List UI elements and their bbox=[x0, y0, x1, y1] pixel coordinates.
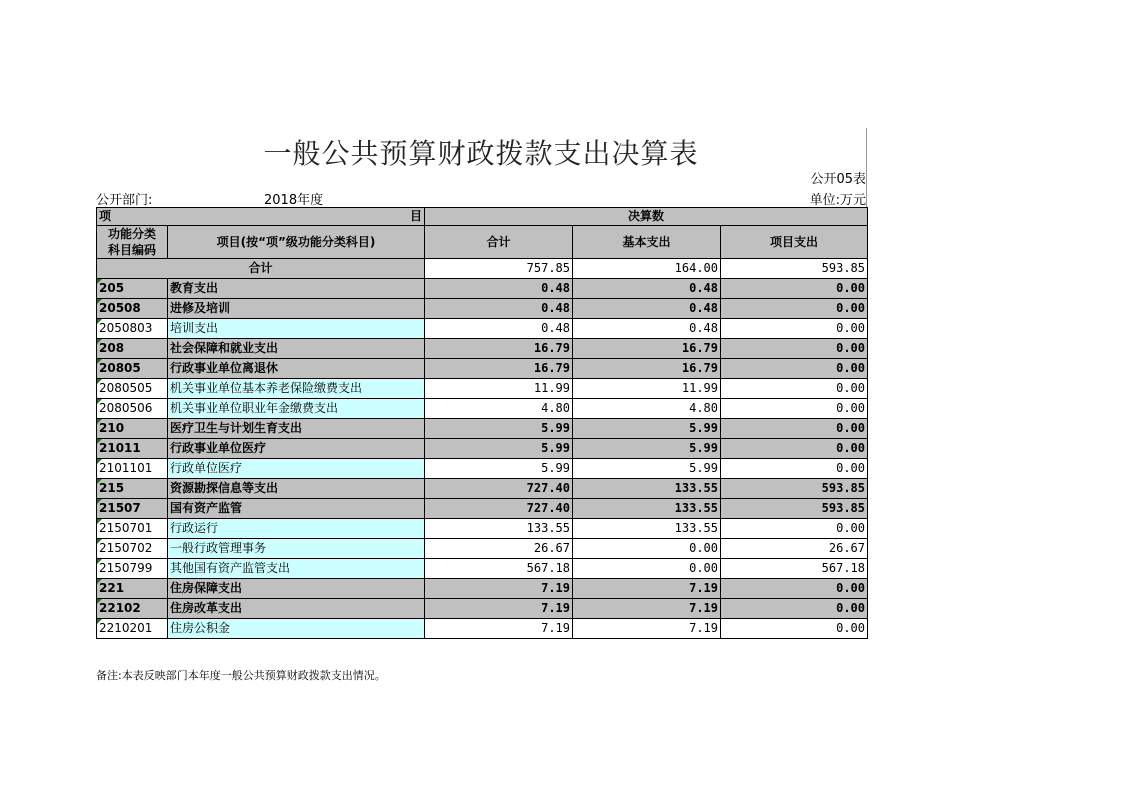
row-code: 2150701 bbox=[97, 519, 168, 539]
row-code: 21011 bbox=[97, 439, 168, 459]
row-name: 进修及培训 bbox=[168, 299, 425, 319]
row-total: 11.99 bbox=[425, 379, 573, 399]
table-row bbox=[97, 559, 868, 579]
row-total: 0.48 bbox=[425, 299, 573, 319]
row-name: 一般行政管理事务 bbox=[168, 539, 425, 559]
row-code: 210 bbox=[97, 419, 168, 439]
row-project: 0.00 bbox=[721, 419, 868, 439]
row-code: 2050803 bbox=[97, 319, 168, 339]
row-basic: 16.79 bbox=[573, 339, 721, 359]
row-code: 2080505 bbox=[97, 379, 168, 399]
row-basic: 133.55 bbox=[573, 499, 721, 519]
total-row-total: 757.85 bbox=[425, 259, 573, 279]
sheet-gridline bbox=[866, 128, 867, 208]
table-row bbox=[97, 519, 868, 539]
footnote: 备注:本表反映部门本年度一般公共预算财政拨款支出情况。 bbox=[96, 669, 386, 682]
row-basic: 0.48 bbox=[573, 279, 721, 299]
row-name: 其他国有资产监管支出 bbox=[168, 559, 425, 579]
row-total: 5.99 bbox=[425, 419, 573, 439]
row-code: 2150702 bbox=[97, 539, 168, 559]
row-project: 0.00 bbox=[721, 359, 868, 379]
table-row bbox=[97, 539, 868, 559]
row-project: 0.00 bbox=[721, 399, 868, 419]
row-total: 0.48 bbox=[425, 319, 573, 339]
row-total: 567.18 bbox=[425, 559, 573, 579]
row-total: 26.67 bbox=[425, 539, 573, 559]
table-row bbox=[97, 439, 868, 459]
row-code: 2101101 bbox=[97, 459, 168, 479]
total-row bbox=[97, 259, 868, 279]
row-name: 培训支出 bbox=[168, 319, 425, 339]
row-code: 2210201 bbox=[97, 619, 168, 639]
table-row bbox=[97, 399, 868, 419]
row-project: 0.00 bbox=[721, 599, 868, 619]
row-code: 205 bbox=[97, 279, 168, 299]
table-row bbox=[97, 479, 868, 499]
row-project: 593.85 bbox=[721, 479, 868, 499]
table-row bbox=[97, 319, 868, 339]
row-project: 567.18 bbox=[721, 559, 868, 579]
row-basic: 133.55 bbox=[573, 479, 721, 499]
row-total: 4.80 bbox=[425, 399, 573, 419]
header-row-2 bbox=[97, 226, 868, 259]
table-row bbox=[97, 299, 868, 319]
item-header-left: 项 bbox=[99, 209, 112, 223]
row-project: 0.00 bbox=[721, 279, 868, 299]
row-project: 0.00 bbox=[721, 379, 868, 399]
row-code: 208 bbox=[97, 339, 168, 359]
form-number: 公开05表 bbox=[810, 172, 866, 187]
row-basic: 5.99 bbox=[573, 439, 721, 459]
row-name: 资源勘探信息等支出 bbox=[168, 479, 425, 499]
row-name: 行政事业单位医疗 bbox=[168, 439, 425, 459]
basic-column-header: 基本支出 bbox=[573, 226, 721, 259]
row-basic: 0.48 bbox=[573, 319, 721, 339]
row-basic: 133.55 bbox=[573, 519, 721, 539]
row-code: 22102 bbox=[97, 599, 168, 619]
row-name: 住房改革支出 bbox=[168, 599, 425, 619]
row-total: 7.19 bbox=[425, 599, 573, 619]
table-row bbox=[97, 499, 868, 519]
row-name: 教育支出 bbox=[168, 279, 425, 299]
header-row-1 bbox=[97, 208, 868, 226]
row-basic: 16.79 bbox=[573, 359, 721, 379]
row-name: 机关事业单位职业年金缴费支出 bbox=[168, 399, 425, 419]
table-row bbox=[97, 579, 868, 599]
row-total: 5.99 bbox=[425, 459, 573, 479]
row-name: 医疗卫生与计划生育支出 bbox=[168, 419, 425, 439]
total-row-label: 合计 bbox=[97, 259, 425, 279]
row-project: 0.00 bbox=[721, 459, 868, 479]
unit-label: 单位:万元 bbox=[809, 193, 866, 208]
table-row bbox=[97, 599, 868, 619]
row-basic: 7.19 bbox=[573, 599, 721, 619]
row-basic: 7.19 bbox=[573, 579, 721, 599]
row-code: 2080506 bbox=[97, 399, 168, 419]
row-total: 7.19 bbox=[425, 619, 573, 639]
row-code: 20508 bbox=[97, 299, 168, 319]
row-name: 住房公积金 bbox=[168, 619, 425, 639]
name-column-header: 项目(按“项”级功能分类科目) bbox=[168, 226, 425, 259]
department-label: 公开部门: bbox=[96, 193, 153, 208]
row-basic: 0.00 bbox=[573, 539, 721, 559]
row-code: 2150799 bbox=[97, 559, 168, 579]
budget-table bbox=[96, 207, 868, 639]
code-column-header: 功能分类 科目编码 bbox=[97, 226, 168, 259]
table-row bbox=[97, 359, 868, 379]
row-name: 国有资产监管 bbox=[168, 499, 425, 519]
fiscal-year: 2018年度 bbox=[264, 193, 324, 208]
row-basic: 5.99 bbox=[573, 419, 721, 439]
item-header-cell bbox=[97, 208, 425, 226]
row-name: 住房保障支出 bbox=[168, 579, 425, 599]
row-project: 593.85 bbox=[721, 499, 868, 519]
table-row bbox=[97, 279, 868, 299]
row-basic: 11.99 bbox=[573, 379, 721, 399]
row-name: 行政事业单位离退休 bbox=[168, 359, 425, 379]
row-name: 行政运行 bbox=[168, 519, 425, 539]
row-basic: 0.48 bbox=[573, 299, 721, 319]
row-code: 215 bbox=[97, 479, 168, 499]
row-project: 0.00 bbox=[721, 439, 868, 459]
row-name: 机关事业单位基本养老保险缴费支出 bbox=[168, 379, 425, 399]
row-total: 16.79 bbox=[425, 359, 573, 379]
row-code: 20805 bbox=[97, 359, 168, 379]
table-row bbox=[97, 379, 868, 399]
row-project: 0.00 bbox=[721, 619, 868, 639]
row-basic: 7.19 bbox=[573, 619, 721, 639]
row-project: 0.00 bbox=[721, 319, 868, 339]
table-row bbox=[97, 459, 868, 479]
total-row-basic: 164.00 bbox=[573, 259, 721, 279]
table-row bbox=[97, 419, 868, 439]
item-header-right: 目 bbox=[409, 209, 422, 223]
table-row bbox=[97, 339, 868, 359]
row-code: 221 bbox=[97, 579, 168, 599]
row-project: 26.67 bbox=[721, 539, 868, 559]
amount-header: 决算数 bbox=[425, 208, 868, 226]
row-project: 0.00 bbox=[721, 339, 868, 359]
table-row bbox=[97, 619, 868, 639]
row-total: 16.79 bbox=[425, 339, 573, 359]
row-name: 社会保障和就业支出 bbox=[168, 339, 425, 359]
row-total: 133.55 bbox=[425, 519, 573, 539]
total-column-header: 合计 bbox=[425, 226, 573, 259]
row-project: 0.00 bbox=[721, 579, 868, 599]
row-basic: 5.99 bbox=[573, 459, 721, 479]
row-code: 21507 bbox=[97, 499, 168, 519]
row-basic: 0.00 bbox=[573, 559, 721, 579]
row-basic: 4.80 bbox=[573, 399, 721, 419]
row-total: 727.40 bbox=[425, 479, 573, 499]
row-total: 5.99 bbox=[425, 439, 573, 459]
page-title: 一般公共预算财政拨款支出决算表 bbox=[263, 137, 699, 170]
row-total: 7.19 bbox=[425, 579, 573, 599]
row-project: 0.00 bbox=[721, 299, 868, 319]
row-total: 0.48 bbox=[425, 279, 573, 299]
row-total: 727.40 bbox=[425, 499, 573, 519]
project-column-header: 项目支出 bbox=[721, 226, 868, 259]
total-row-project: 593.85 bbox=[721, 259, 868, 279]
row-project: 0.00 bbox=[721, 519, 868, 539]
row-name: 行政单位医疗 bbox=[168, 459, 425, 479]
